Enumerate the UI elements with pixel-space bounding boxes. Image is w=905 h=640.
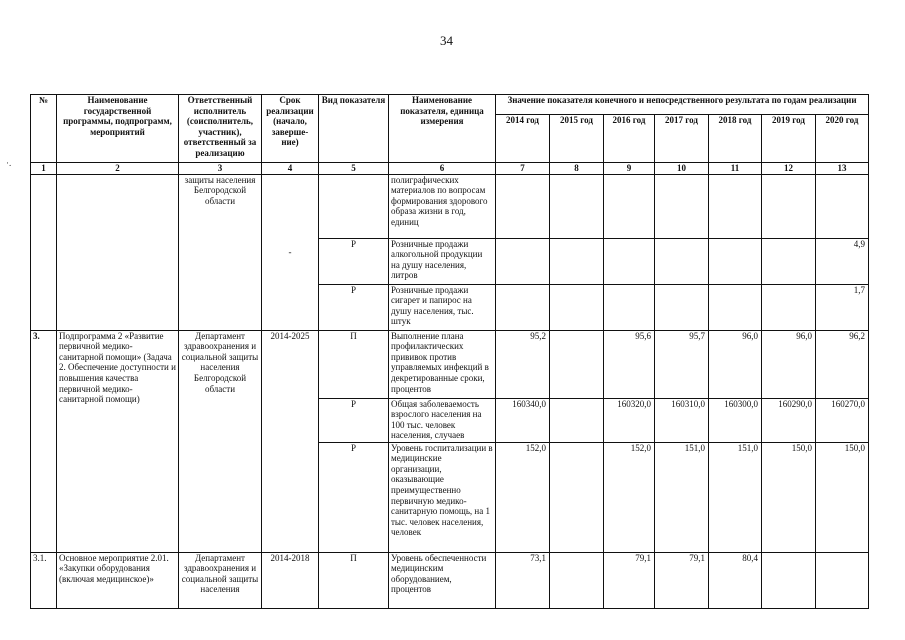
row-name [57,174,179,330]
header-year: 2019 год [762,115,816,163]
row-executor: Департамент здравоохранения и социальной защиты населения [179,552,262,608]
row-value: 1,7 [816,284,869,330]
row-value [816,552,869,608]
row-value [655,174,709,238]
row-value [604,174,655,238]
row-value: 151,0 [655,442,709,552]
row-value [550,442,604,552]
column-number: 6 [389,163,496,175]
row-value: 160320,0 [604,398,655,442]
row-value [496,238,550,284]
column-number: 1 [31,163,57,175]
column-number: 3 [179,163,262,175]
header-num: № [31,95,57,163]
row-type: Р [319,284,389,330]
row-indicator: Общая заболеваемость взрослого населения на 100 тыс. человек населения, случаев [389,398,496,442]
header-year: 2016 год [604,115,655,163]
row-value: 4,9 [816,238,869,284]
row-type: П [319,330,389,398]
row-value: 160270,0 [816,398,869,442]
row-value [655,238,709,284]
row-indicator: полиграфических материалов по вопросам формирования здорового образа жизни в год, единиц [389,174,496,238]
row-value [550,174,604,238]
row-indicator: Розничные продажи алкогольной продукции на душу населения, литров [389,238,496,284]
header-term: Срок реализации (начало, заверше-ние) [262,95,319,163]
row-value [762,174,816,238]
column-number: 9 [604,163,655,175]
row-value [496,284,550,330]
row-value [709,174,762,238]
row-value [762,284,816,330]
row-type: Р [319,442,389,552]
column-number: 13 [816,163,869,175]
row-indicator: Уровень госпитализации в медицинские организации, оказывающие преимущественно первичную медико-санитарную помощь, на 1 тыс. человек населения, человек [389,442,496,552]
column-number: 8 [550,163,604,175]
row-value: 95,2 [496,330,550,398]
row-value [550,238,604,284]
row-value [762,552,816,608]
row-value: 80,4 [709,552,762,608]
row-num [31,174,57,330]
row-value [604,238,655,284]
row-value: 96,2 [816,330,869,398]
row-type: Р [319,398,389,442]
row-value [550,330,604,398]
column-number: 5 [319,163,389,175]
row-value: 151,0 [709,442,762,552]
row-type: П [319,552,389,608]
row-type: Р [319,238,389,284]
indicators-table [30,94,869,609]
column-number: 11 [709,163,762,175]
row-value [709,238,762,284]
table-row [31,330,869,398]
header-year: 2020 год [816,115,869,163]
column-number: 2 [57,163,179,175]
row-value: 160290,0 [762,398,816,442]
row-name: Основное мероприятие 2.01. «Закупки оборудования (включая медицинское)» [57,552,179,608]
header-type: Вид показателя [319,95,389,163]
scan-speck: ·. [6,158,12,168]
row-value: 79,1 [655,552,709,608]
header-name: Наименование государственной программы, подпрограмм, мероприятий [57,95,179,163]
column-number: 4 [262,163,319,175]
row-indicator: Выполнение плана профилактических прививок против управляемых инфекций в декретированные сроки, процентов [389,330,496,398]
row-value [762,238,816,284]
header-indicator: Наименование показателя, единица измерения [389,95,496,163]
row-type [319,174,389,238]
row-value: 79,1 [604,552,655,608]
header-year: 2014 год [496,115,550,163]
row-value: 160300,0 [709,398,762,442]
row-executor: защиты населения Белгородской области [179,174,262,330]
row-num: 3. [31,330,57,552]
header-year: 2018 год [709,115,762,163]
row-value [550,398,604,442]
row-term: 2014-2018 [262,552,319,608]
row-num: 3.1. [31,552,57,608]
row-value [709,284,762,330]
column-number: 10 [655,163,709,175]
header-year: 2017 год [655,115,709,163]
row-term: - [262,174,319,330]
row-indicator: Уровень обеспеченности медицинским оборудованием, процентов [389,552,496,608]
row-indicator: Розничные продажи сигарет и папирос на душу населения, тыс. штук [389,284,496,330]
row-value: 95,7 [655,330,709,398]
row-value: 73,1 [496,552,550,608]
row-value: 160340,0 [496,398,550,442]
page-number: 34 [440,33,453,48]
row-executor: Департамент здравоохранения и социальной защиты населения Белгородской области [179,330,262,552]
row-value: 150,0 [816,442,869,552]
row-value [816,174,869,238]
row-value: 150,0 [762,442,816,552]
column-number: 7 [496,163,550,175]
row-value: 152,0 [604,442,655,552]
header-values-title: Значение показателя конечного и непосредственного результата по годам реализации [496,95,869,115]
column-number: 12 [762,163,816,175]
row-value: 96,0 [709,330,762,398]
row-value: 95,6 [604,330,655,398]
row-value [550,284,604,330]
row-value [604,284,655,330]
header-executor: Ответственный исполнитель (соисполнитель, участник), ответственный за реализацию [179,95,262,163]
row-name: Подпрограмма 2 «Развитие первичной медико-санитарной помощи» (Задача 2. Обеспечение доступности и повышения качества первичной медико-санитарной помощи) [57,330,179,552]
row-value [550,552,604,608]
row-value: 96,0 [762,330,816,398]
row-term: 2014-2025 [262,330,319,552]
row-value [496,174,550,238]
header-year: 2015 год [550,115,604,163]
row-value: 160310,0 [655,398,709,442]
row-value: 152,0 [496,442,550,552]
row-value [655,284,709,330]
table-row [31,174,869,238]
table-row [31,552,869,608]
